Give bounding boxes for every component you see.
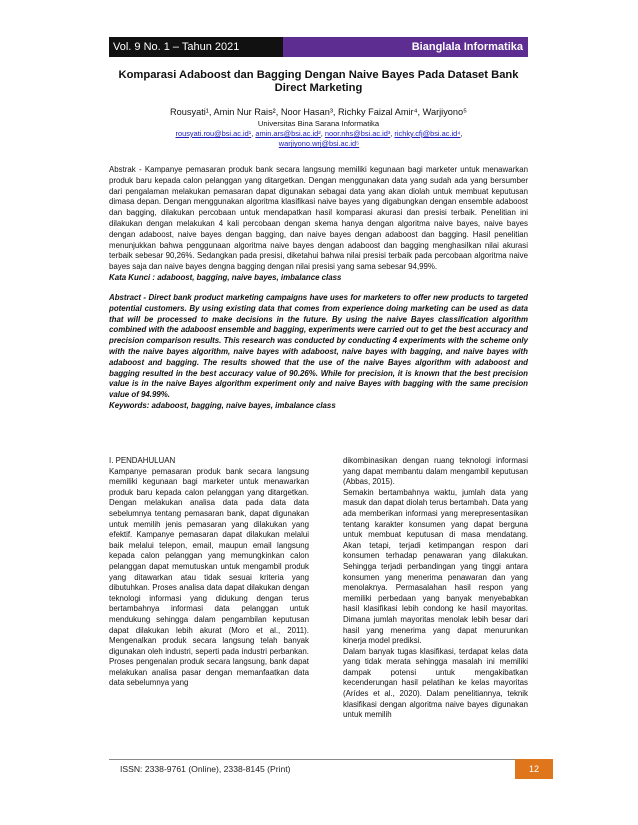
- title-line-2: Direct Marketing: [274, 82, 363, 94]
- title-line-1: Komparasi Adaboost dan Bagging Dengan Naive Bayes Pada Dataset Bank: [118, 69, 519, 81]
- section-heading: I. PENDAHULUAN: [109, 456, 176, 465]
- email-link[interactable]: richky.cfj@bsi.ac.id⁴: [394, 129, 461, 138]
- abstract-english: [109, 293, 528, 412]
- footer-divider: [109, 759, 528, 760]
- page-number: 12: [515, 759, 553, 779]
- author-list: Rousyati¹, Amin Nur Rais², Noor Hasan³, Richky Faizal Amir⁴, Warjiyono⁵: [170, 107, 467, 117]
- abstrak-text: - Kampanye pemasaran produk bank secara langsung memiliki kegunaan bagi marketer untuk menawarkan produk baru kepada calon pelanggan yang ditargetkan. Dengan menggunakan data yang sudah ada yang bersumber dari pengalaman melakukan pemasaran dapat digunakan sebagai data yang akan diolah untuk membuat keputusan dimasa depan. Dengan menggunakan algoritma klasifikasi naive bayes yang digabungkan dengan ensemble adaboost dan bagging, dilakukan percobaan untuk mendapatkan hasil komparasi akurasi dan presisi terbaik. Penelitian ini dilakukan dengan melakukan 4 kali percobaan dengan skema hanya dengan algoritma naive bayes, naive bayes dengan adaboost, naive bayes dengan bagging, dan naive bayes dengan adaboost dan bagging. Hasil penelitian menunjukkan bahwa penggunaan algoritma naive bayes dengan adaboost dan bagging menghasilkan nilai akurasi terbaik sebesar 90,26%. Sedangkan pada presisi, diketahui bahwa nilai presisi terbaik pada percobaan algoritma naive bayes saja dan naive bayes dengna bagging dengan nilai presisi yang sama sebesar 94,99%.: [109, 165, 528, 272]
- journal-issue: Vol. 9 No. 1 – Tahun 2021: [109, 37, 283, 57]
- email-link[interactable]: noor.nhs@bsi.ac.id³: [324, 129, 391, 138]
- paragraph: dikombinasikan dengan ruang teknologi informasi yang dapat membantu dalam mengambil keputusan (Abbas, 2015).: [343, 456, 528, 487]
- paragraph: Dalam banyak tugas klasifikasi, terdapat kelas data yang tidak merata sehingga masalah ini memiliki dampak potensi untuk mengakibatkan kecenderungan hasil pelatihan ke kelas mayoritas (Arídes et al., 2020). Dalam penelitiannya, teknik klasifikasi dengan algoritma naive bayes digunakan untuk memilih: [343, 646, 528, 720]
- issn-text: ISSN: 2338-9761 (Online), 2338-8145 (Print): [120, 764, 291, 774]
- left-column: [109, 456, 309, 689]
- email-link[interactable]: warjiyono.wrj@bsi.ac.id⁵: [278, 139, 360, 149]
- journal-header: [109, 37, 528, 57]
- journal-name: Bianglala Informatika: [283, 37, 528, 57]
- kata-kunci: Kata Kunci : adaboost, bagging, naive bayes, imbalance class: [109, 272, 342, 282]
- email-link[interactable]: rousyati.rou@bsi.ac.id¹: [175, 129, 252, 138]
- email-link[interactable]: amin.ars@bsi.ac.id²: [255, 129, 321, 138]
- paragraph: Semakin bertambahnya waktu, jumlah data yang masuk dan dapat diolah terus bertambah. Data yang ada memberikan informasi yang merepresentasikan tentang karakter konsumen yang dapat berguna untuk membuat keputusan di masa mendatang. Akan tetapi, terjadi ketimpangan respon dari konsumen terhadap penawaran yang dilakukan. Sehingga terjadi perbandingan yang tinggi antara konsumen yang menerima penawaran dan yang menolaknya. Permasalahan hasil respon yang memiliki perbedaan yang banyak menyebabkan hasil klasifikasi lebih condong ke hasil mayoritas. Dimana jumlah mayoritas menolak lebih besar dari hasil yang menerima yang dapat menurunkan kinerja model prediksi.: [343, 487, 528, 646]
- paragraph: Kampanye pemasaran produk bank secara langsung memiliki kegunaan bagi marketer untuk menawarkan produk baru kepada calon pelanggan yang ditargetkan. Dengan melakukan analisa data pada data data sebelumnya tentang pemasaran bank, dapat digunakan untuk memilih jenis pemasaran yang dilakukan yang efektif. Kampanye pemasaran dapat dilakukan melalui baik melalui telepon, email, maupun email langsung kepada calon pelanggan yang memungkinkan calon pelanggan dapat memutuskan untuk mengambil produk yang ditawarkan atau tidak sesuai kriteria yang dibutuhkan. Proses analisa data dapat dilakukan dengan teknologi informasi yang didukung dengan terus bertambahnya informasi data pelanggan untuk mendukung sehingga dalam pengambilan keputusan dapat dilakukan lebih akurat (Moro et al., 2011). Mengenalkan produk secara langsung telah banyak digunakan oleh industri, seperti pada industri perbankan. Proses pengenalan produk secara langsung, bank dapat melakukan analisa pasar dengan memanfaatkan data data sebelumnya yang: [109, 466, 309, 688]
- affiliation: Universitas Bina Sarana Informatika: [257, 119, 380, 128]
- abstrak-indonesian: [109, 165, 528, 284]
- keywords: Keywords: adaboost, bagging, naive bayes, imbalance class: [109, 400, 336, 410]
- paper-title: [109, 69, 528, 95]
- abstract-text: Abstract - Direct bank product marketing campaigns have uses for marketers to offer new products to targeted potential customers. By using existing data that comes from experience doing marketing can be used as data that will be processed to make decisions in the future. By using the naive Bayes classification algorithm combined with the adaboost ensemble and bagging, experiments were carried out to get the best accuracy and precision comparison results. This research was conducted by conducting 4 experiments with the scheme only with the naive bayes algorithm, naive bayes with adaboost, naive bayes with bagging, and naive bayes with adaboost and bagging. The results showed that the use of the naive Bayes algorithm with adaboost and bagging resulted in the best accuracy value of 90.26%. While for precision, it is known that the best precision value is in the naive Bayes algorithm experiment only and naive Bayes with bagging with the same precision value of 94.99%.: [109, 293, 528, 400]
- right-column: [343, 456, 528, 721]
- email-list: rousyati.rou@bsi.ac.id¹, amin.ars@bsi.ac.id², noor.nhs@bsi.ac.id³, richky.cfj@bsi.ac.id⁴, warjiyono.wrj@bsi.ac.id⁵: [175, 129, 463, 149]
- abstrak-label: Abstrak: [109, 165, 136, 174]
